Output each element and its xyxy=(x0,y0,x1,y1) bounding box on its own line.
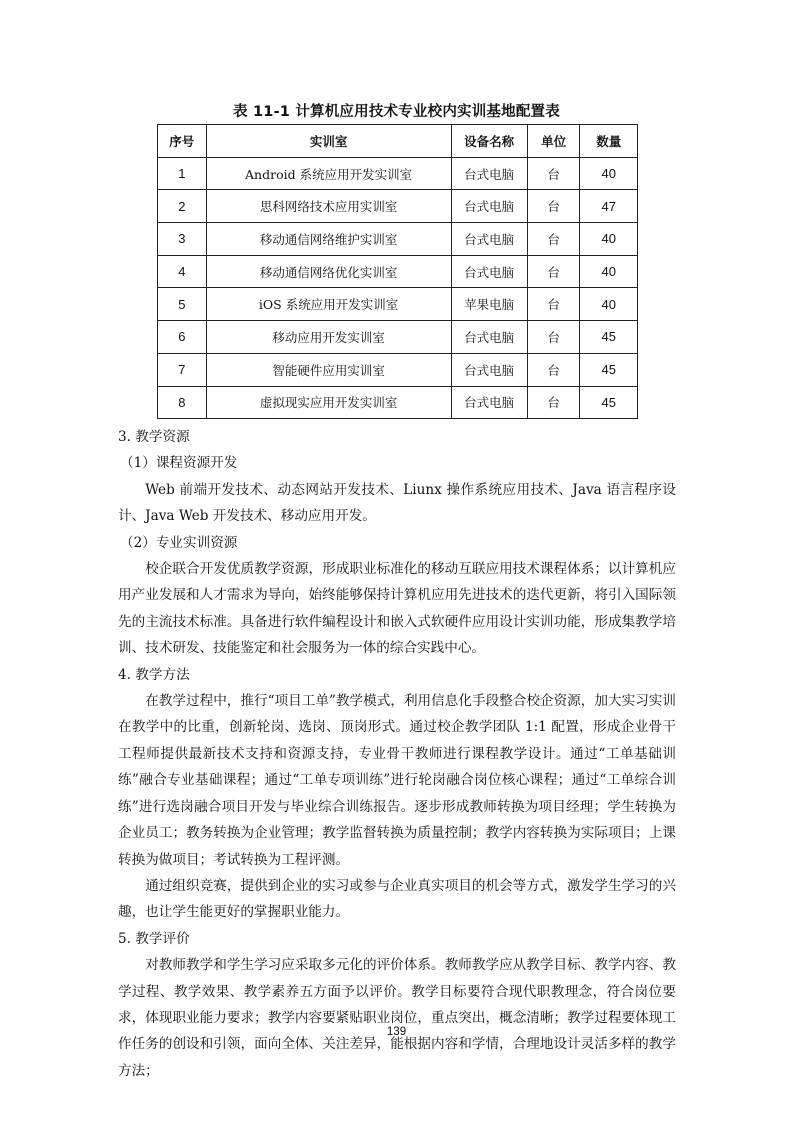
cell-index: 8 xyxy=(158,386,207,419)
header-quantity: 数量 xyxy=(580,125,638,158)
table-header-row xyxy=(158,125,638,158)
cell-index: 4 xyxy=(158,255,207,288)
header-equipment: 设备名称 xyxy=(451,125,527,158)
cell-index: 3 xyxy=(158,223,207,256)
section3-paragraph-1: Web 前端开发技术、动态网站开发技术、Liunx 操作系统应用技术、Java 语言程序设计、Java Web 开发技术、移动应用开发。 xyxy=(118,481,676,525)
page-number: 139 xyxy=(386,1026,407,1038)
cell-lab: 思科网络技术应用实训室 xyxy=(206,190,451,223)
section4-heading: 4. 教学方法 xyxy=(118,666,190,683)
cell-lab: 虚拟现实应用开发实训室 xyxy=(206,386,451,419)
cell-quantity: 45 xyxy=(580,386,638,419)
section3-paragraph-2: 校企联合开发优质教学资源，形成职业标准化的移动互联应用技术课程体系；以计算机应用产业发展和人才需求为导向，始终能够保持计算机应用先进技术的迭代更新，将引入国际领先的主流技术标准。具备进行软件编程设计和嵌入式软硬件应用设计实训功能，形成集教学培训、技术研发、技能鉴定和社会服务为一体的综合实践中心。 xyxy=(118,561,676,657)
cell-index: 7 xyxy=(158,353,207,386)
cell-lab: 移动通信网络优化实训室 xyxy=(206,255,451,288)
header-lab: 实训室 xyxy=(206,125,451,158)
cell-unit: 台 xyxy=(527,288,580,321)
cell-unit: 台 xyxy=(527,353,580,386)
cell-equipment: 台式电脑 xyxy=(451,255,527,288)
table-row xyxy=(158,157,638,190)
cell-equipment: 台式电脑 xyxy=(451,321,527,354)
section5-paragraph-1: 对教师教学和学生学习应采取多元化的评价体系。教师教学应从教学目标、教学内容、教学过程、教学效果、教学素养五方面予以评价。教学目标要符合现代职教理念，符合岗位要求，体现职业能力要求；教学内容要紧贴职业岗位，重点突出，概念清晰；教学过程要体现工作任务的创设和引领，面向全体、关注差异，能根据内容和学情，合理地设计灵活多样的教学方法； xyxy=(118,957,676,1079)
table-row xyxy=(158,386,638,419)
cell-lab: 智能硬件应用实训室 xyxy=(206,353,451,386)
cell-index: 1 xyxy=(158,157,207,190)
cell-quantity: 47 xyxy=(580,190,638,223)
cell-unit: 台 xyxy=(527,255,580,288)
table-row xyxy=(158,321,638,354)
cell-index: 2 xyxy=(158,190,207,223)
cell-equipment: 台式电脑 xyxy=(451,223,527,256)
cell-equipment: 苹果电脑 xyxy=(451,288,527,321)
cell-quantity: 40 xyxy=(580,288,638,321)
section4-paragraph-1: 在教学过程中，推行“项目工单”教学模式，利用信息化手段整合校企资源，加大实习实训在教学中的比重，创新轮岗、选岗、顶岗形式。通过校企教学团队 1:1 配置，形成企业骨干工程师提供最新技术支持和资源支持，专业骨干教师进行课程教学设计。通过“工单基础训练”融合专业基础课程；通过“工单专项训练”进行轮岗融合岗位核心课程；通过“工单综合训练”进行选岗融合项目开发与毕业综合训练报告。逐步形成教师转换为项目经理；学生转换为企业员工；教务转换为企业管理；教学监督转换为质量控制；教学内容转换为实际项目；上课转换为做项目；考试转换为工程评测。 xyxy=(118,693,676,868)
cell-unit: 台 xyxy=(527,386,580,419)
training-base-table xyxy=(157,124,638,419)
cell-equipment: 台式电脑 xyxy=(451,157,527,190)
cell-quantity: 40 xyxy=(580,255,638,288)
section3-heading: 3. 教学资源 xyxy=(118,429,190,445)
cell-quantity: 45 xyxy=(580,321,638,354)
table-caption: 表 11-1 计算机应用技术专业校内实训基地配置表 xyxy=(233,104,560,120)
table-row xyxy=(158,288,638,321)
cell-index: 5 xyxy=(158,288,207,321)
cell-index: 6 xyxy=(158,321,207,354)
section5-heading: 5. 教学评价 xyxy=(118,930,190,947)
table-row xyxy=(158,255,638,288)
cell-quantity: 40 xyxy=(580,223,638,256)
table-row xyxy=(158,190,638,223)
section4-paragraph-2: 通过组织竞赛，提供到企业的实习或参与企业真实项目的机会等方式，激发学生学习的兴趣，也让学生能更好的掌握职业能力。 xyxy=(118,877,676,921)
cell-equipment: 台式电脑 xyxy=(451,386,527,419)
cell-unit: 台 xyxy=(527,321,580,354)
cell-lab: iOS 系统应用开发实训室 xyxy=(206,288,451,321)
cell-quantity: 45 xyxy=(580,353,638,386)
cell-equipment: 台式电脑 xyxy=(451,353,527,386)
cell-equipment: 台式电脑 xyxy=(451,190,527,223)
table-row xyxy=(158,223,638,256)
cell-unit: 台 xyxy=(527,190,580,223)
cell-quantity: 40 xyxy=(580,157,638,190)
section3-subheading-1: （1）课程资源开发 xyxy=(120,455,238,472)
cell-lab: Android 系统应用开发实训室 xyxy=(206,157,451,190)
cell-unit: 台 xyxy=(527,157,580,190)
body-text xyxy=(118,424,676,1084)
section3-subheading-2: （2）专业实训资源 xyxy=(120,534,238,551)
header-unit: 单位 xyxy=(527,125,580,158)
cell-lab: 移动应用开发实训室 xyxy=(206,321,451,354)
table-row xyxy=(158,353,638,386)
header-index: 序号 xyxy=(158,125,207,158)
cell-lab: 移动通信网络维护实训室 xyxy=(206,223,451,256)
cell-unit: 台 xyxy=(527,223,580,256)
